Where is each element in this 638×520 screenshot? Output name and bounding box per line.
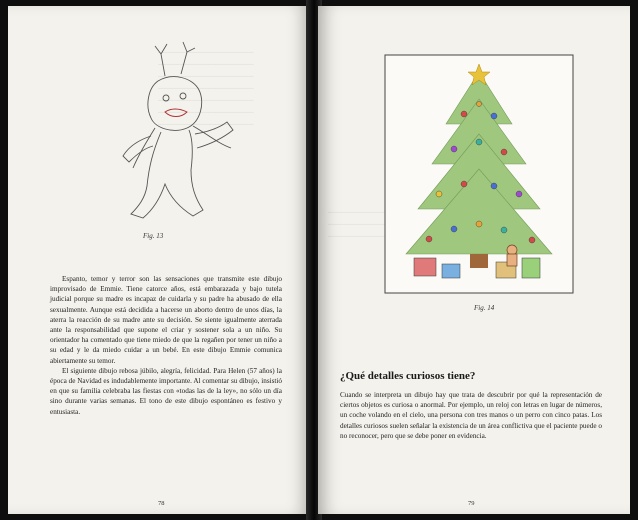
section-heading: ¿Qué detalles curiosos tiene? [340,370,476,382]
figure-13-caption: Fig. 13 [143,232,164,240]
right-paragraph: Cuando se interpreta un dibujo hay que trata de descubrir por qué la representación de ciertos objetos es curiosa o anormal. Por ejemplo, un reloj con letras en lugar de números, un coche volando en el cielo, una persona con tres manos o un perro con cinco patas. Los detalles curiosos suelen señalar la existencia de un área conflictiva que el paciente puede o no reconocer, pero que se debe poner en evidencia. [340,391,602,440]
show-through-text: ─────────────── ─────────────── ─────────────── ─────────────── ─────────────── ─────────────── ─────────────── [158,47,254,129]
show-through-text: ───────── ───────── ───────── [328,207,386,241]
left-paragraph-2: El siguiente dibujo rebosa júbilo, alegría, felicidad. Para Helen (57 años) la época de Navidad es indudablemente importante. Al comentar su dibujo, insistió en que su familia celebraba las fiestas con «todas las de la ley», no sólo un día sino durante varias semanas. El tono de este dibujo espontáneo es festivo y entusiasta. [50,366,282,416]
figure-14-drawing [384,54,574,294]
left-page [8,6,310,514]
left-page-body [50,274,282,417]
left-paragraph-1: Espanto, temor y terror son las sensaciones que transmite este dibujo improvisado de Emmie. Tiene catorce años, está embarazada y bajo tutela judicial porque su madre es incapaz de cuidarla y su padre ha abusado de ella sexualmente. Aunque está decidida a hacerse un aborto dentro de unos días, la aterra la reacción de su madre ante su decisión. Se siente igualmente aterrada ante la responsabilidad que supone el criar y sostener sola a un niño. Su orientador ha comentado que tiene miedo de que la regañen por tener un niño a su edad y le da miedo cuidar a un bebé. En este dibujo Emmie comunica abiertamente su temor. [50,275,282,365]
left-page-number: 78 [158,500,165,507]
right-page-number: 79 [468,500,475,507]
right-page-body [340,390,602,441]
figure-14-caption: Fig. 14 [474,304,495,312]
right-page [318,6,630,514]
figure-13-drawing [103,36,253,226]
